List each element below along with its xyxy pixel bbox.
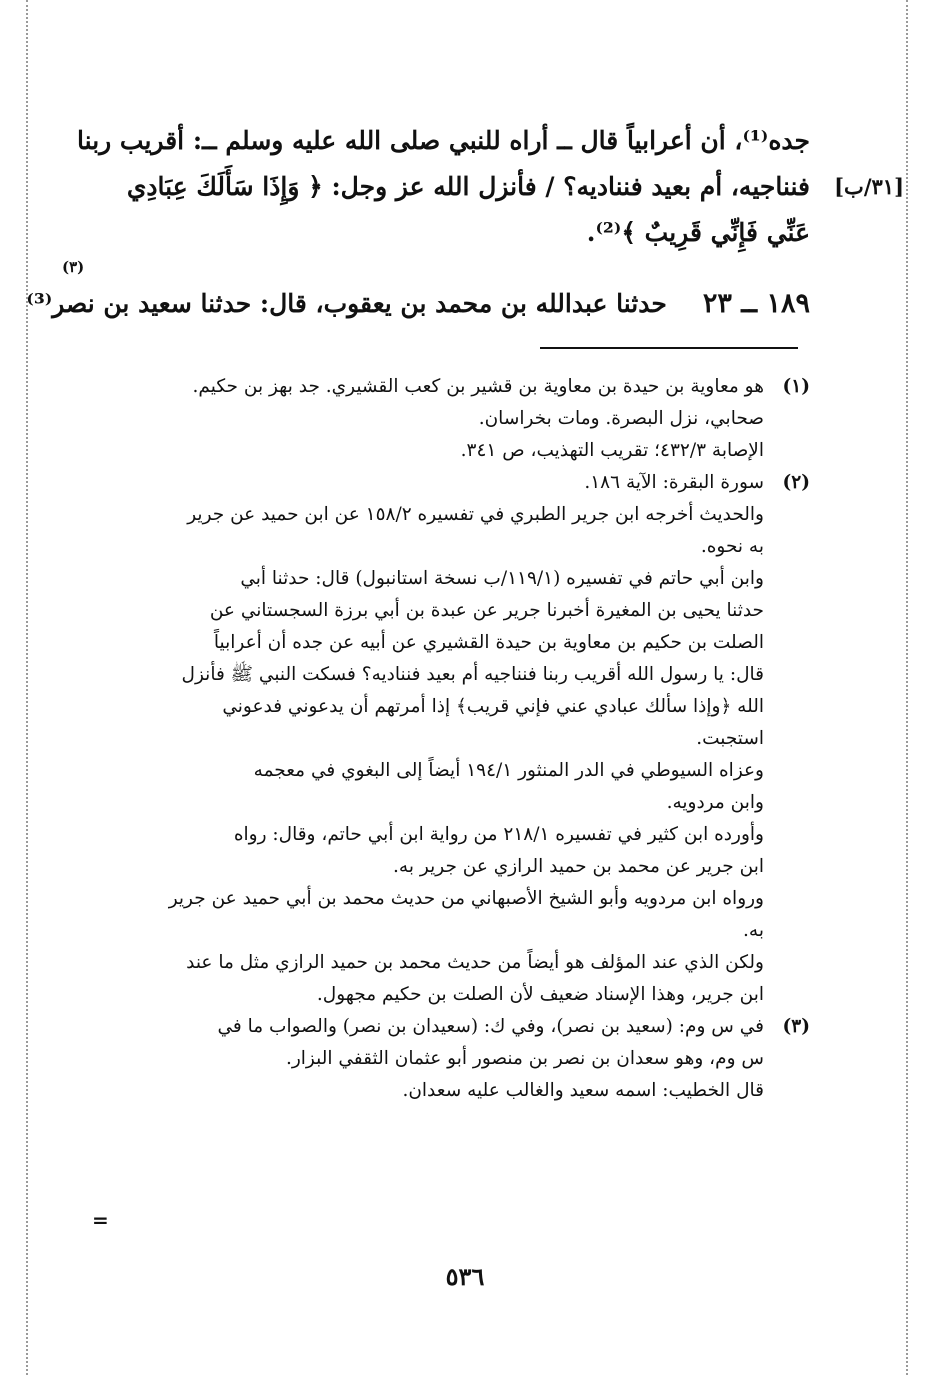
footnote-text: سورة البقرة: الآية ١٨٦. [584,472,764,493]
main-text-line: عَنِّي فَإِنِّي قَرِيبٌ ﴾⁽²⁾. [586,218,810,247]
footnote-line: استجبت. [696,728,764,749]
footnote-number: (٣) [782,1016,810,1037]
footnote-line: ابن جرير، وهذا الإسناد ضعيف لأن الصلت بن حكيم مجهول. [316,984,764,1005]
footnote-line: وابن مردويه. [666,792,764,813]
footnote-line: ابن جرير عن محمد بن حميد الرازي عن جرير به. [393,856,764,877]
footnote-line [100,467,810,499]
footnotes [100,371,810,1107]
footnote-line: حدثنا يحيى بن المغيرة أخبرنا جرير عن عبدة بن أبي برزة السجستاني عن [209,600,764,621]
main-text-line: جده⁽¹⁾، أن أعرابياً قال ــ أراه للنبي صلى الله عليه وسلم ــ: أقريب ربنا [77,126,810,155]
left-dotted-border [26,0,28,1375]
footnote-line: الإصابة ٤٣٢/٣؛ تقريب التهذيب، ص ٣٤١. [460,440,764,461]
footnote-number: (١) [782,376,810,397]
footnote-line: قال: يا رسول الله أقريب ربنا فنناجيه أم بعيد فنناديه؟ فسكت النبي ﷺ فأنزل [181,664,764,685]
footnote-separator [540,347,798,349]
footnote-line: وأورده ابن كثير في تفسيره ٢١٨/١ من رواية ابن أبي حاتم، وقال: رواه [233,824,764,845]
page-number: ٥٣٦ [445,1262,485,1291]
footnote-line: ولكن الذي عند المؤلف هو أيضاً من حديث محمد بن حميد الرازي مثل ما عند [186,952,764,973]
footnote-line: به نحوه. [700,536,764,557]
main-text-line: فنناجيه، أم بعيد فنناديه؟ / فأنزل الله عز وجل: ﴿ وَإِذَا سَأَلَكَ عِبَادِي [126,172,810,201]
hadith-number: ١٨٩ ــ ٢٣ [702,288,810,319]
folio-marker: [٣١/ب] [834,174,904,199]
hadith-heading [26,284,810,324]
margin-note-marker: (٣) [62,258,85,276]
footnote-line: وعزاه السيوطي في الدر المنثور ١٩٤/١ أيضاً إلى البغوي في معجمه [253,760,764,781]
footnote-line [100,1011,810,1043]
footnote-text: هو معاوية بن حيدة بن معاوية بن قشير بن كعب القشيري. جد بهز بن حكيم. [192,376,764,397]
footnote-line: به. [743,920,764,941]
hadith-text: حدثنا عبدالله بن محمد بن يعقوب، قال: حدثنا سعيد بن نصر⁽³⁾ [26,289,667,318]
right-dotted-border [906,0,908,1375]
footnote-line: وابن أبي حاتم في تفسيره (١١٩/١/ب نسخة استانبول) قال: حدثنا أبي [240,568,764,589]
continuation-mark: = [92,1208,109,1232]
footnote-line: س وم، وهو سعدان بن نصر بن منصور أبو عثمان الثقفي البزار. [285,1048,764,1069]
footnote-line: والحديث أخرجه ابن جرير الطبري في تفسيره ١٥٨/٢ عن ابن حميد عن جرير [187,504,764,525]
footnote-text: في س وم: (سعيد بن نصر)، وفي ك: (سعيدان بن نصر) والصواب ما في [217,1016,764,1037]
footnote-line: الله ﴿وإذا سألك عبادي عني فإني قريب﴾ إذا أمرتهم أن يدعوني فدعوني [222,696,764,717]
footnote-number: (٢) [782,472,810,493]
footnote-line: قال الخطيب: اسمه سعيد والغالب عليه سعدان. [402,1080,764,1101]
footnote-line: صحابي، نزل البصرة. ومات بخراسان. [478,408,764,429]
footnote-line [100,371,810,403]
main-text [70,118,810,256]
footnote-line: الصلت بن حكيم بن معاوية بن حيدة القشيري عن أبيه عن جده أن أعرابياً [213,632,764,653]
footnote-line: ورواه ابن مردويه وأبو الشيخ الأصبهاني من حديث محمد بن أبي حميد عن جرير [168,888,764,909]
